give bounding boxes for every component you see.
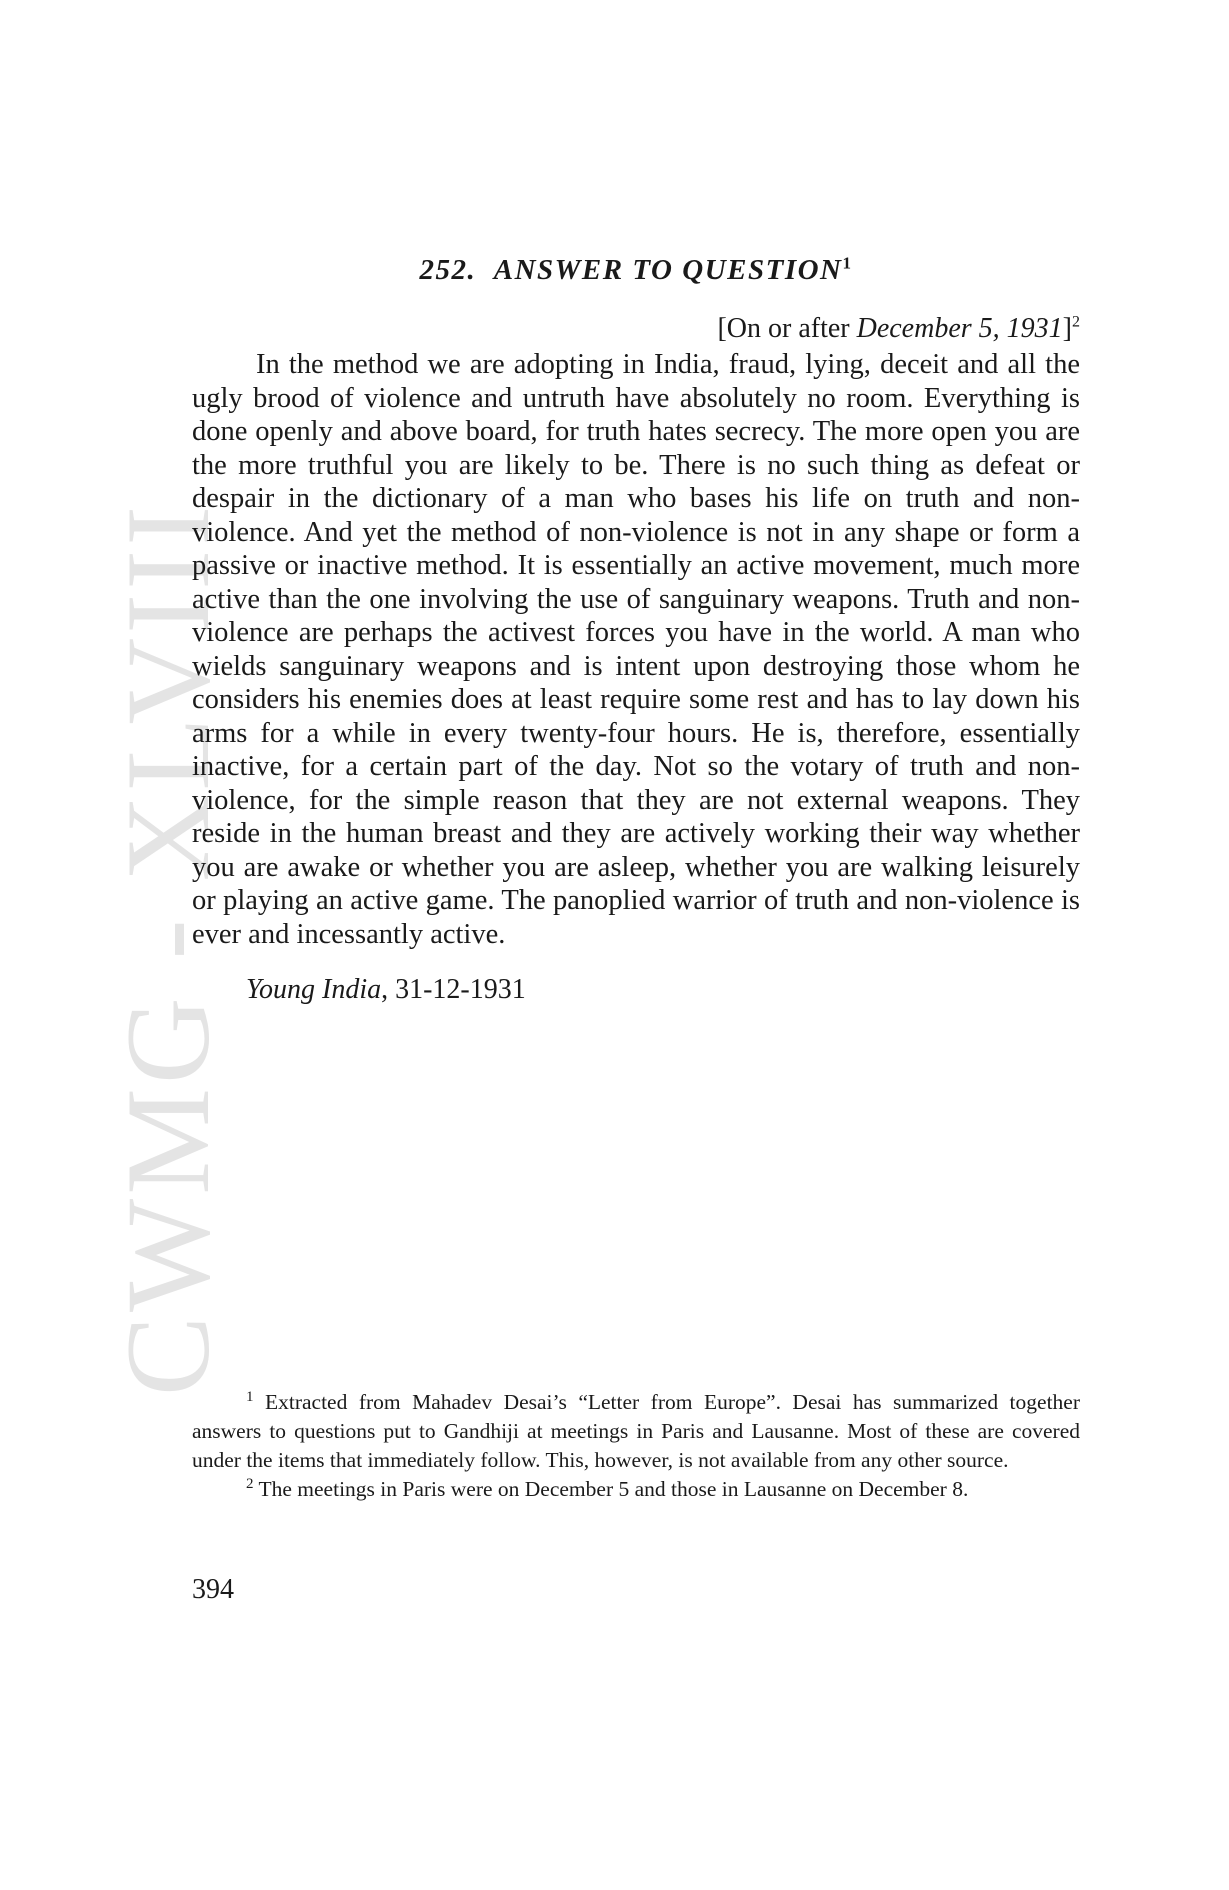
article-number: 252. [419,254,477,286]
footnote [192,1475,1080,1504]
body-paragraph: In the method we are adopting in India, fraud, lying, deceit and all the ugly brood of violence and untruth have absolutely no room. Everything is done openly and above board, for truth hates secrecy. The more open you are the more truthful you are likely to be. There is no such thing as defeat or despair in the dictionary of a man who bases his life on truth and non-violence. And yet the method of non-violence is not in any shape or form a passive or inactive method. It is essentially an active movement, much more active than the one involving the use of sanguinary weapons. Truth and non-violence are perhaps the activest forces you have in the world. A man who wields sanguinary weapons and is intent upon destroying those whom he considers his enemies does at least require some rest and has to lay down his arms for a while in every twenty-four hours. He is, therefore, essentially inactive, for a certain part of the day. Not so the votary of truth and non-violence, for the simple reason that they are not external weapons. They reside in the human breast and they are actively working their way whether you are awake or whether you are asleep, whether you are walking leisurely or playing an active game. The panoplied warrior of truth and non-violence is ever and incessantly active. [192,349,1080,950]
footnotes [192,1388,1080,1504]
source-citation [192,971,1080,1009]
footnote-mark: 1 [246,1388,254,1405]
footnote-mark: 2 [246,1475,254,1492]
article-title-text: ANSWER TO QUESTION [493,254,843,286]
dateline-close: ] [1062,313,1072,344]
footnote-text: Extracted from Mahadev Desai’s “Letter from Europe”. Desai has summarized together answers to questions put to Gandhiji at meetings in Paris and Lausanne. Most of these are covered under the items that immediately follow. This, however, is not available from any other source. [192,1390,1080,1472]
dateline-prefix: [On or after [717,313,857,344]
dateline-date: December 5, [856,313,1000,344]
footnote-text: The meetings in Paris were on December 5 and those in Lausanne on December 8. [253,1477,969,1501]
page-number: 394 [192,1574,234,1605]
title-footnote-mark: 1 [842,253,853,273]
dateline [192,310,1080,348]
article [192,250,1080,1009]
source-publication: Young India [246,974,382,1005]
source-date: , 31-12-1931 [381,974,526,1005]
footnote [192,1388,1080,1475]
dateline-footnote-mark: 2 [1072,313,1080,331]
watermark-text: CWMG - XLVIII [101,501,234,1397]
article-title [192,250,1080,290]
dateline-year: 1931 [1006,313,1063,344]
